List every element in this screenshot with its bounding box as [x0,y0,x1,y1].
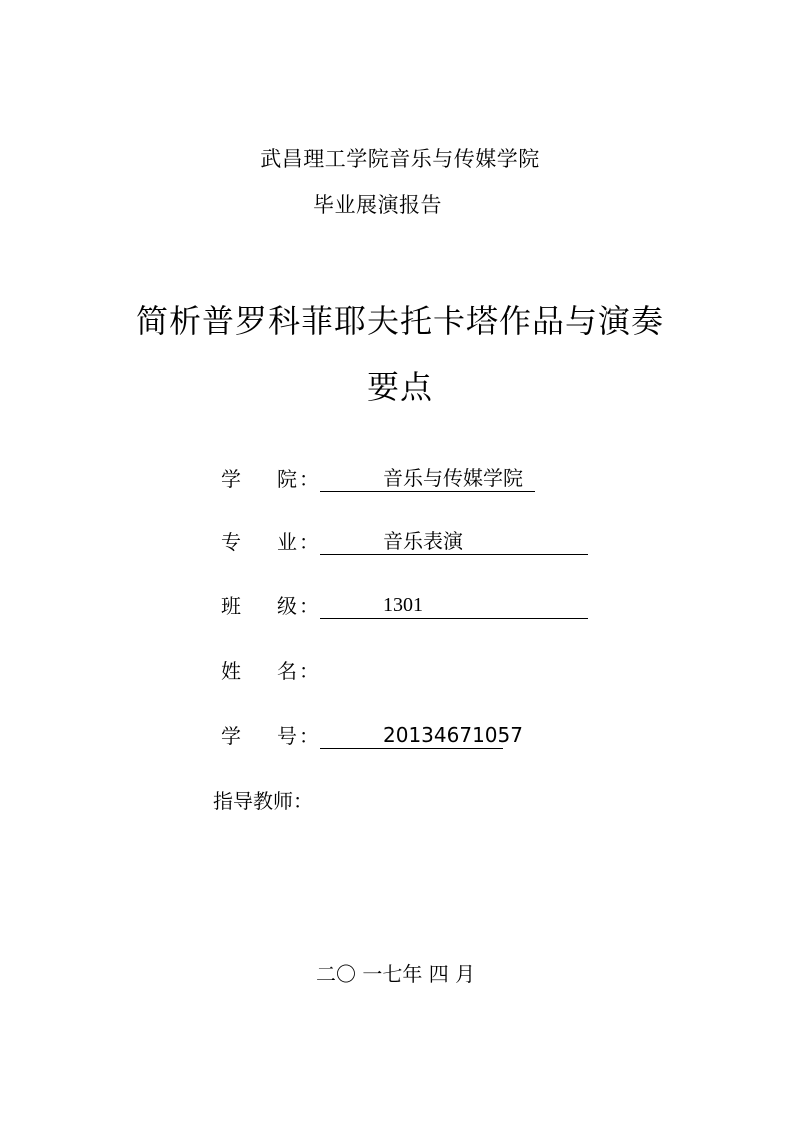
field-college-label-char2: 院 [277,467,297,491]
field-student-id-value: 20134671057 [383,723,523,747]
field-major-value-line [320,527,588,555]
field-student-id-label-char1: 学 [221,724,241,748]
field-class-label-char2: 级 [277,594,297,618]
school-name: 武昌理工学院音乐与传媒学院 [260,147,540,171]
thesis-title-line-2: 要点 [366,368,433,406]
field-class-label-char1: 班 [221,594,241,618]
field-major-label-char1: 专 [221,530,241,554]
field-college-label-char1: 学 [221,467,241,491]
field-class-colon: ： [299,594,319,618]
field-major-value: 音乐表演 [383,529,463,553]
field-class-value: 1301 [383,594,423,616]
field-student-id-label-char2: 号 [277,724,297,748]
field-name-label-char2: 名 [277,659,297,683]
thesis-title-line-1: 简析普罗科菲耶夫托卡塔作品与演奏 [135,302,664,340]
field-college-colon: ： [299,467,319,491]
field-student-id-value-line [320,721,523,749]
field-major-colon: ： [299,530,319,554]
field-college-value-line [320,464,535,492]
cover-date: 二〇 一七年 四 月 [316,962,476,986]
field-name-colon: ： [299,659,319,683]
field-advisor-label: 指导教师： [213,789,313,813]
field-class-value-line [320,591,588,619]
field-name-label-char1: 姓 [221,659,241,683]
field-college-value: 音乐与传媒学院 [383,466,523,490]
report-type: 毕业展演报告 [313,193,442,217]
field-major-label-char2: 业 [277,530,297,554]
field-student-id-colon: ： [299,724,319,748]
